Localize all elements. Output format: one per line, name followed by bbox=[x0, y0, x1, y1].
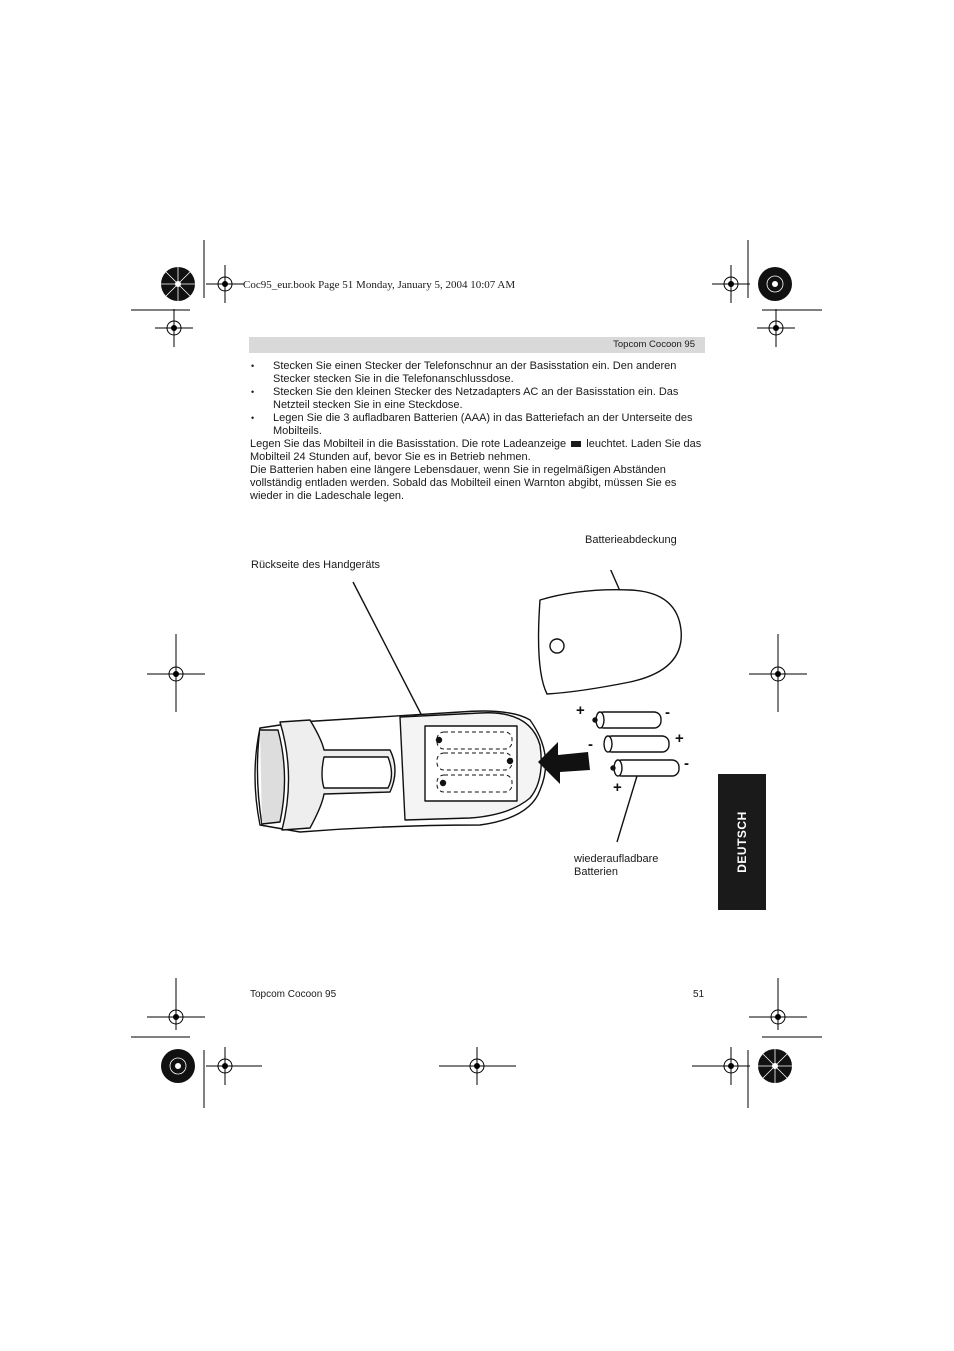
crosshair-left-middle bbox=[147, 634, 205, 712]
bullet-item: • Legen Sie die 3 aufladbaren Batterien (AAA) in das Batteriefach an der Unterseite des Mobilteils. bbox=[250, 412, 708, 438]
crosshair-top-right bbox=[712, 265, 750, 303]
crosshair-left-lower bbox=[147, 978, 205, 1030]
label-handset-back: Rückseite des Handgeräts bbox=[251, 559, 381, 571]
instruction-text bbox=[250, 360, 708, 503]
battery-life-paragraph: Die Batterien haben eine längere Lebensdauer, wenn Sie in regelmäßigen Abständen vollständig entladen werden. Sobald das Mobilteil einen Warnton abgibt, müssen Sie es wieder in die Ladeschale legen. bbox=[250, 464, 677, 502]
charging-paragraph: Legen Sie das Mobilteil in die Basisstation. Die rote Ladeanzeige leuchtet. Laden Sie das Mobilteil 24 Stunden auf, bevor Sie es in Betrieb nehmen. bbox=[250, 438, 702, 463]
crosshair-right-middle bbox=[749, 634, 807, 712]
charge-led-icon bbox=[571, 441, 581, 447]
plus-sign: + bbox=[576, 702, 585, 719]
handset-battery-illustration bbox=[240, 570, 700, 860]
aaa-battery bbox=[593, 712, 661, 728]
minus-sign: - bbox=[684, 755, 689, 772]
language-tab-label: DEUTSCH bbox=[735, 811, 749, 873]
star-target-bottom-left bbox=[161, 1049, 195, 1083]
star-target-top-left bbox=[161, 267, 195, 301]
crosshair-left-upper bbox=[155, 309, 193, 347]
aaa-battery bbox=[611, 760, 679, 776]
footer-product-name: Topcom Cocoon 95 bbox=[250, 989, 337, 1000]
crosshair-right-lower bbox=[749, 978, 807, 1030]
plus-sign: + bbox=[613, 779, 622, 796]
label-battery-cover: Batterieabdeckung bbox=[585, 534, 677, 546]
crosshair-bottom-right bbox=[692, 1047, 750, 1085]
aaa-battery bbox=[604, 736, 669, 752]
crosshair-bottom-left bbox=[206, 1047, 262, 1085]
crosshair-top-left bbox=[206, 265, 244, 303]
page-number: 51 bbox=[693, 989, 705, 1000]
print-slug: Coc95_eur.book Page 51 Monday, January 5, 2004 10:07 AM bbox=[243, 279, 516, 291]
star-target-top-right bbox=[758, 267, 792, 301]
plus-sign: + bbox=[675, 730, 684, 747]
bullet-list bbox=[250, 360, 708, 438]
language-tab bbox=[718, 774, 766, 910]
insert-arrow-icon bbox=[538, 742, 590, 784]
minus-sign: - bbox=[588, 736, 593, 753]
crosshair-right-upper bbox=[757, 309, 795, 347]
minus-sign: - bbox=[665, 704, 670, 721]
bullet-item: • Stecken Sie einen Stecker der Telefonschnur an der Basisstation ein. Den anderen Stecker stecken Sie in die Telefonanschlussdose. bbox=[250, 360, 708, 386]
label-rechargeable-batteries: wiederaufladbare Batterien bbox=[574, 853, 659, 878]
cover-hole-icon bbox=[550, 639, 564, 653]
crosshair-bottom-center bbox=[439, 1047, 516, 1085]
leader-line-batteries bbox=[617, 766, 640, 842]
header-product-name: Topcom Cocoon 95 bbox=[613, 339, 695, 350]
leader-line-handset bbox=[353, 582, 422, 716]
bullet-item: • Stecken Sie den kleinen Stecker des Netzadapters AC an der Basisstation ein. Das Netzteil stecken Sie in eine Steckdose. bbox=[250, 386, 708, 412]
star-target-bottom-right bbox=[758, 1049, 792, 1083]
running-header bbox=[249, 337, 705, 353]
